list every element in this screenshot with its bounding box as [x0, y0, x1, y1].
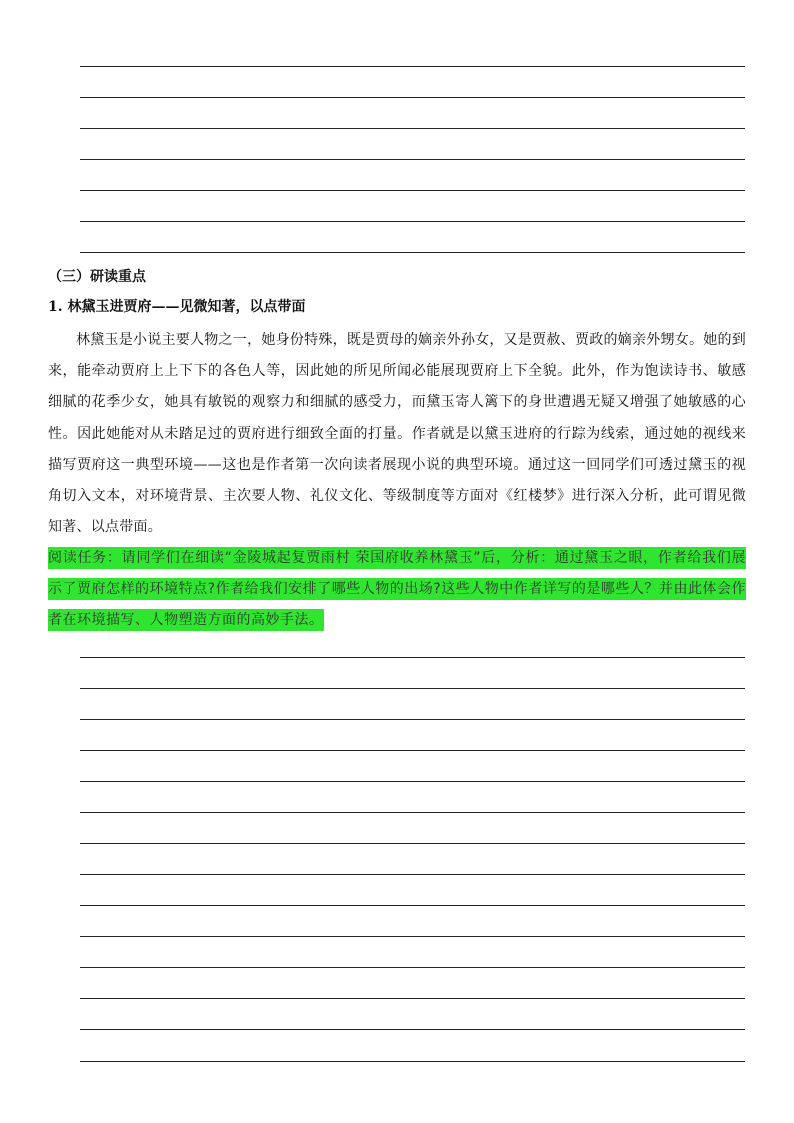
- answer-line: [80, 1029, 745, 1030]
- answer-line: [80, 1061, 745, 1062]
- answer-line: [80, 781, 745, 782]
- reading-task-text: 阅读任务：请同学们在细读“金陵城起复贾雨村 荣国府收养林黛玉”后，分析：通过黛玉之眼，作者给我们展示了贾府怎样的环境特点?作者给我们安排了哪些人物的出场?这些人物中作者详写的是哪些人？并由此体会作者在环境描写、人物塑造方面的高妙手法。: [48, 547, 746, 631]
- body-paragraph: 林黛玉是小说主要人物之一，她身份特殊，既是贾母的嫡亲外孙女，又是贾赦、贾政的嫡亲外甥女。她的到来，能牵动贾府上上下下的各色人等，因此她的所见所闻必能展现贾府上下全貌。此外，作为饱读诗书、敏感细腻的花季少女，她具有敏锐的观察力和细腻的感受力，而黛玉寄人篱下的身世遭遇无疑又增强了她敏感的心性。因此她能对从未踏足过的贾府进行细致全面的打量。作者就是以黛玉进府的行踪为线索，通过她的视线来描写贾府这一典型环境——这也是作者第一次向读者展现小说的典型环境。通过这一回同学们可透过黛玉的视角切入文本，对环境背景、主次要人物、礼仪文化、等级制度等方面对《红楼梦》进行深入分析，此可谓见微知著、以点带面。: [48, 332, 746, 536]
- answer-line: [80, 97, 745, 98]
- answer-line: [80, 967, 745, 968]
- answer-line: [80, 252, 745, 253]
- answer-line: [80, 221, 745, 222]
- reading-task: [48, 543, 746, 637]
- answer-line: [80, 159, 745, 160]
- subheading: 1. 林黛玉进贾府——见微知著，以点带面: [48, 299, 306, 315]
- section-heading: （三）研读重点: [48, 269, 146, 285]
- answer-line: [80, 936, 745, 937]
- answer-line: [80, 657, 745, 658]
- answer-line: [80, 998, 745, 999]
- answer-line: [80, 688, 745, 689]
- answer-line: [80, 719, 745, 720]
- answer-line: [80, 128, 745, 129]
- answer-line: [80, 874, 745, 875]
- answer-line: [80, 750, 745, 751]
- answer-line: [80, 66, 745, 67]
- answer-line: [80, 812, 745, 813]
- answer-line: [80, 905, 745, 906]
- answer-line: [80, 190, 745, 191]
- answer-line: [80, 843, 745, 844]
